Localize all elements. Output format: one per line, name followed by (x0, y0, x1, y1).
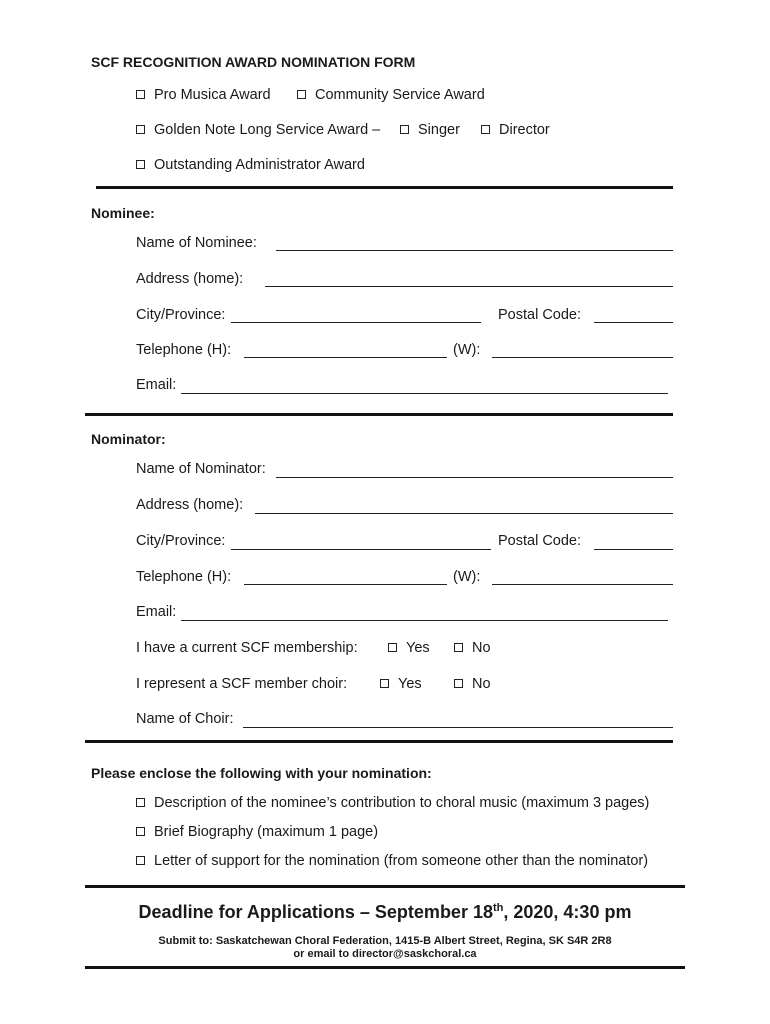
checkbox[interactable] (297, 90, 306, 99)
deadline-ordinal: th (492, 902, 504, 914)
choir-name-field[interactable] (243, 727, 673, 728)
section-divider (85, 413, 673, 416)
award-singer[interactable] (400, 122, 460, 138)
checkbox[interactable] (380, 679, 389, 688)
enclose-item-label: Brief Biography (maximum 1 page) (154, 824, 379, 840)
deadline-rest: , 2020, 4:30 pm (503, 902, 632, 922)
nominee-email-field[interactable] (181, 393, 668, 394)
award-singer-label: Singer (418, 122, 460, 138)
nominator-email-field[interactable] (181, 620, 668, 621)
submit-info (0, 935, 770, 961)
nominator-postal-label: Postal Code: (498, 533, 582, 549)
checkbox[interactable] (481, 125, 490, 134)
nominator-postal-field[interactable] (594, 549, 673, 550)
membership-yes[interactable] (388, 640, 430, 656)
choir-yes[interactable] (380, 676, 422, 692)
nominator-city-field[interactable] (231, 549, 491, 550)
checkbox[interactable] (454, 679, 463, 688)
award-pro-musica-label: Pro Musica Award (154, 87, 271, 103)
enclose-item-label: Letter of support for the nomination (from someone other than the nominator) (154, 853, 649, 869)
checkbox[interactable] (400, 125, 409, 134)
choir-question: I represent a SCF member choir: (136, 676, 348, 692)
deadline-prefix: Deadline for Applications – September 18 (138, 902, 493, 922)
checkbox[interactable] (454, 643, 463, 652)
checkbox[interactable] (136, 798, 145, 807)
nominee-city-label: City/Province: (136, 307, 226, 323)
choir-no-label: No (472, 676, 491, 692)
enclose-item[interactable] (136, 795, 649, 811)
checkbox[interactable] (136, 125, 145, 134)
nominee-address-label: Address (home): (136, 271, 244, 287)
award-golden-note-label: Golden Note Long Service Award – (154, 122, 381, 138)
checkbox[interactable] (136, 827, 145, 836)
nominator-address-field[interactable] (255, 513, 673, 514)
award-outstanding-admin[interactable] (136, 157, 365, 173)
submit-line-1: Submit to: Saskatchewan Choral Federation, 1415-B Albert Street, Regina, SK S4R 2R8 (158, 935, 612, 947)
award-pro-musica[interactable] (136, 87, 271, 103)
deadline-text (0, 902, 770, 923)
membership-no-label: No (472, 640, 491, 656)
membership-yes-label: Yes (406, 640, 430, 656)
nominee-tel-h-label: Telephone (H): (136, 342, 232, 358)
nominator-name-field[interactable] (276, 477, 673, 478)
award-golden-note[interactable] (136, 122, 380, 138)
membership-question: I have a current SCF membership: (136, 640, 358, 656)
submit-line-2: or email to director@saskchoral.ca (293, 948, 477, 960)
nominee-name-label: Name of Nominee: (136, 235, 257, 251)
form-title: SCF RECOGNITION AWARD NOMINATION FORM (91, 54, 416, 70)
nominee-postal-label: Postal Code: (498, 307, 582, 323)
choir-name-label: Name of Choir: (136, 711, 234, 727)
membership-no[interactable] (454, 640, 491, 656)
nominator-tel-w-field[interactable] (492, 584, 673, 585)
nominator-tel-h-field[interactable] (244, 584, 447, 585)
award-community-service-label: Community Service Award (315, 87, 485, 103)
nominator-email-label: Email: (136, 604, 177, 620)
section-divider (96, 186, 673, 189)
nominee-name-field[interactable] (276, 250, 673, 251)
award-director-label: Director (499, 122, 550, 138)
enclose-item[interactable] (136, 853, 648, 869)
award-outstanding-admin-label: Outstanding Administrator Award (154, 157, 365, 173)
nominee-city-field[interactable] (231, 322, 481, 323)
award-director[interactable] (481, 122, 550, 138)
enclose-item[interactable] (136, 824, 378, 840)
nominator-heading: Nominator: (91, 431, 166, 447)
checkbox[interactable] (136, 90, 145, 99)
section-divider (85, 885, 685, 888)
nominator-city-label: City/Province: (136, 533, 226, 549)
nominee-address-field[interactable] (265, 286, 673, 287)
nominator-address-label: Address (home): (136, 497, 244, 513)
checkbox[interactable] (136, 856, 145, 865)
enclose-heading: Please enclose the following with your nomination: (91, 765, 432, 781)
nominee-tel-h-field[interactable] (244, 357, 447, 358)
choir-no[interactable] (454, 676, 491, 692)
award-community-service[interactable] (297, 87, 485, 103)
nominee-email-label: Email: (136, 377, 177, 393)
choir-yes-label: Yes (398, 676, 422, 692)
nominee-heading: Nominee: (91, 205, 155, 221)
nominee-tel-w-field[interactable] (492, 357, 673, 358)
enclose-item-label: Description of the nominee’s contribution to choral music (maximum 3 pages) (154, 795, 650, 811)
nominator-name-label: Name of Nominator: (136, 461, 266, 477)
checkbox[interactable] (136, 160, 145, 169)
section-divider (85, 966, 685, 969)
nominator-tel-w-label: (W): (453, 569, 481, 585)
nominee-postal-field[interactable] (594, 322, 673, 323)
nominee-tel-w-label: (W): (453, 342, 481, 358)
nominator-tel-h-label: Telephone (H): (136, 569, 232, 585)
section-divider (85, 740, 673, 743)
checkbox[interactable] (388, 643, 397, 652)
